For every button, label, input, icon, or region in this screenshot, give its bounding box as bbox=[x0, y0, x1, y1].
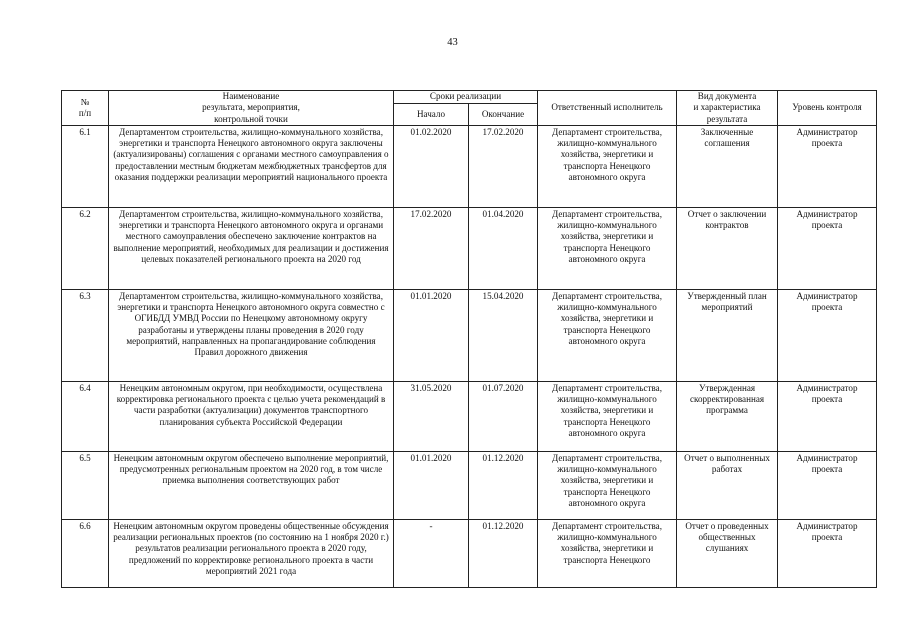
row-control: Администратор проекта bbox=[778, 126, 877, 208]
header-start: Начало bbox=[394, 104, 469, 126]
row-doc: Утвержденный план мероприятий bbox=[677, 290, 778, 382]
row-number: 6.1 bbox=[62, 126, 109, 208]
header-end: Окончание bbox=[469, 104, 538, 126]
row-end: 15.04.2020 bbox=[469, 290, 538, 382]
row-start: - bbox=[394, 520, 469, 588]
row-control: Администратор проекта bbox=[778, 520, 877, 588]
row-control: Администратор проекта bbox=[778, 382, 877, 452]
row-number: 6.4 bbox=[62, 382, 109, 452]
header-doc-type: Вид документа и характеристика результата bbox=[677, 91, 778, 126]
row-end: 01.04.2020 bbox=[469, 208, 538, 290]
row-executor: Департамент строительства, жилищно-коммунального хозяйства, энергетики и транспорта Ненецкого автономного округа bbox=[538, 452, 677, 520]
row-doc: Утвержденная скорректированная программа bbox=[677, 382, 778, 452]
row-executor: Департамент строительства, жилищно-коммунального хозяйства, энергетики и транспорта Ненецкого bbox=[538, 520, 677, 588]
row-start: 01.01.2020 bbox=[394, 452, 469, 520]
row-control: Администратор проекта bbox=[778, 208, 877, 290]
row-doc: Отчет о выполненных работах bbox=[677, 452, 778, 520]
row-end: 17.02.2020 bbox=[469, 126, 538, 208]
row-start: 17.02.2020 bbox=[394, 208, 469, 290]
row-control: Администратор проекта bbox=[778, 452, 877, 520]
row-executor: Департамент строительства, жилищно-коммунального хозяйства, энергетики и транспорта Ненецкого автономного округа bbox=[538, 208, 677, 290]
table-row bbox=[62, 382, 877, 452]
row-doc: Отчет о проведенных общественных слушаниях bbox=[677, 520, 778, 588]
row-end: 01.07.2020 bbox=[469, 382, 538, 452]
row-end: 01.12.2020 bbox=[469, 452, 538, 520]
row-name: Ненецким автономным округом обеспечено выполнение мероприятий, предусмотренных региональным проектом на 2020 год, в том числе приемка выполнения соответствующих работ bbox=[109, 452, 394, 520]
table-row bbox=[62, 208, 877, 290]
row-start: 01.02.2020 bbox=[394, 126, 469, 208]
row-end: 01.12.2020 bbox=[469, 520, 538, 588]
row-doc: Отчет о заключении контрактов bbox=[677, 208, 778, 290]
row-executor: Департамент строительства, жилищно-коммунального хозяйства, энергетики и транспорта Ненецкого автономного округа bbox=[538, 126, 677, 208]
row-control: Администратор проекта bbox=[778, 290, 877, 382]
table-row bbox=[62, 452, 877, 520]
header-executor: Ответственный исполнитель bbox=[538, 91, 677, 126]
header-control: Уровень контроля bbox=[778, 91, 877, 126]
row-start: 01.01.2020 bbox=[394, 290, 469, 382]
row-doc: Заключенные соглашения bbox=[677, 126, 778, 208]
table-row bbox=[62, 126, 877, 208]
row-start: 31.05.2020 bbox=[394, 382, 469, 452]
header-terms: Сроки реализации bbox=[394, 91, 538, 104]
row-number: 6.5 bbox=[62, 452, 109, 520]
header-name: Наименование результата, мероприятия, контрольной точки bbox=[109, 91, 394, 126]
header-num: № п/п bbox=[62, 91, 109, 126]
page-number: 43 bbox=[447, 37, 458, 48]
row-number: 6.2 bbox=[62, 208, 109, 290]
row-executor: Департамент строительства, жилищно-коммунального хозяйства, энергетики и транспорта Ненецкого автономного округа bbox=[538, 290, 677, 382]
table-row bbox=[62, 290, 877, 382]
row-number: 6.6 bbox=[62, 520, 109, 588]
row-name: Департаментом строительства, жилищно-коммунального хозяйства, энергетики и транспорта Ненецкого автономного округа заключены (актуализированы) соглашения с органами местного самоуправления о предоставлении местным бюджетам межбюджетных трансфертов для оказания поддержки реализации мероприятий национального проекта bbox=[109, 126, 394, 208]
row-name: Департаментом строительства, жилищно-коммунального хозяйства, энергетики и транспорта Ненецкого автономного округа совместно с ОГИБДД УМВД России по Ненецкому автономному округу разработаны и утверждены планы проведения в 2020 году мероприятий, направленных на пропагандирование соблюдения Правил дорожного движения bbox=[109, 290, 394, 382]
row-number: 6.3 bbox=[62, 290, 109, 382]
table-row bbox=[62, 520, 877, 588]
row-executor: Департамент строительства, жилищно-коммунального хозяйства, энергетики и транспорта Ненецкого автономного округа bbox=[538, 382, 677, 452]
row-name: Департаментом строительства, жилищно-коммунального хозяйства, энергетики и транспорта Ненецкого автономного округа и органами местного самоуправления обеспечено заключение контрактов на выполнение мероприятий, необходимых для реализации и достижения целевых показателей регионального проекта на 2020 год bbox=[109, 208, 394, 290]
row-name: Ненецким автономным округом проведены общественные обсуждения реализации региональных проектов (по состоянию на 1 ноября 2020 г.) результатов реализации регионального проекта в 2020 году, предложений по корректировке регионального проекта в части мероприятий 2021 года bbox=[109, 520, 394, 588]
row-name: Ненецким автономным округом, при необходимости, осуществлена корректировка регионального проекта с целью учета рекомендаций в части разработки (актуализации) документов транспортного планирования субъекта Российской Федерации bbox=[109, 382, 394, 452]
plan-table bbox=[61, 90, 877, 588]
